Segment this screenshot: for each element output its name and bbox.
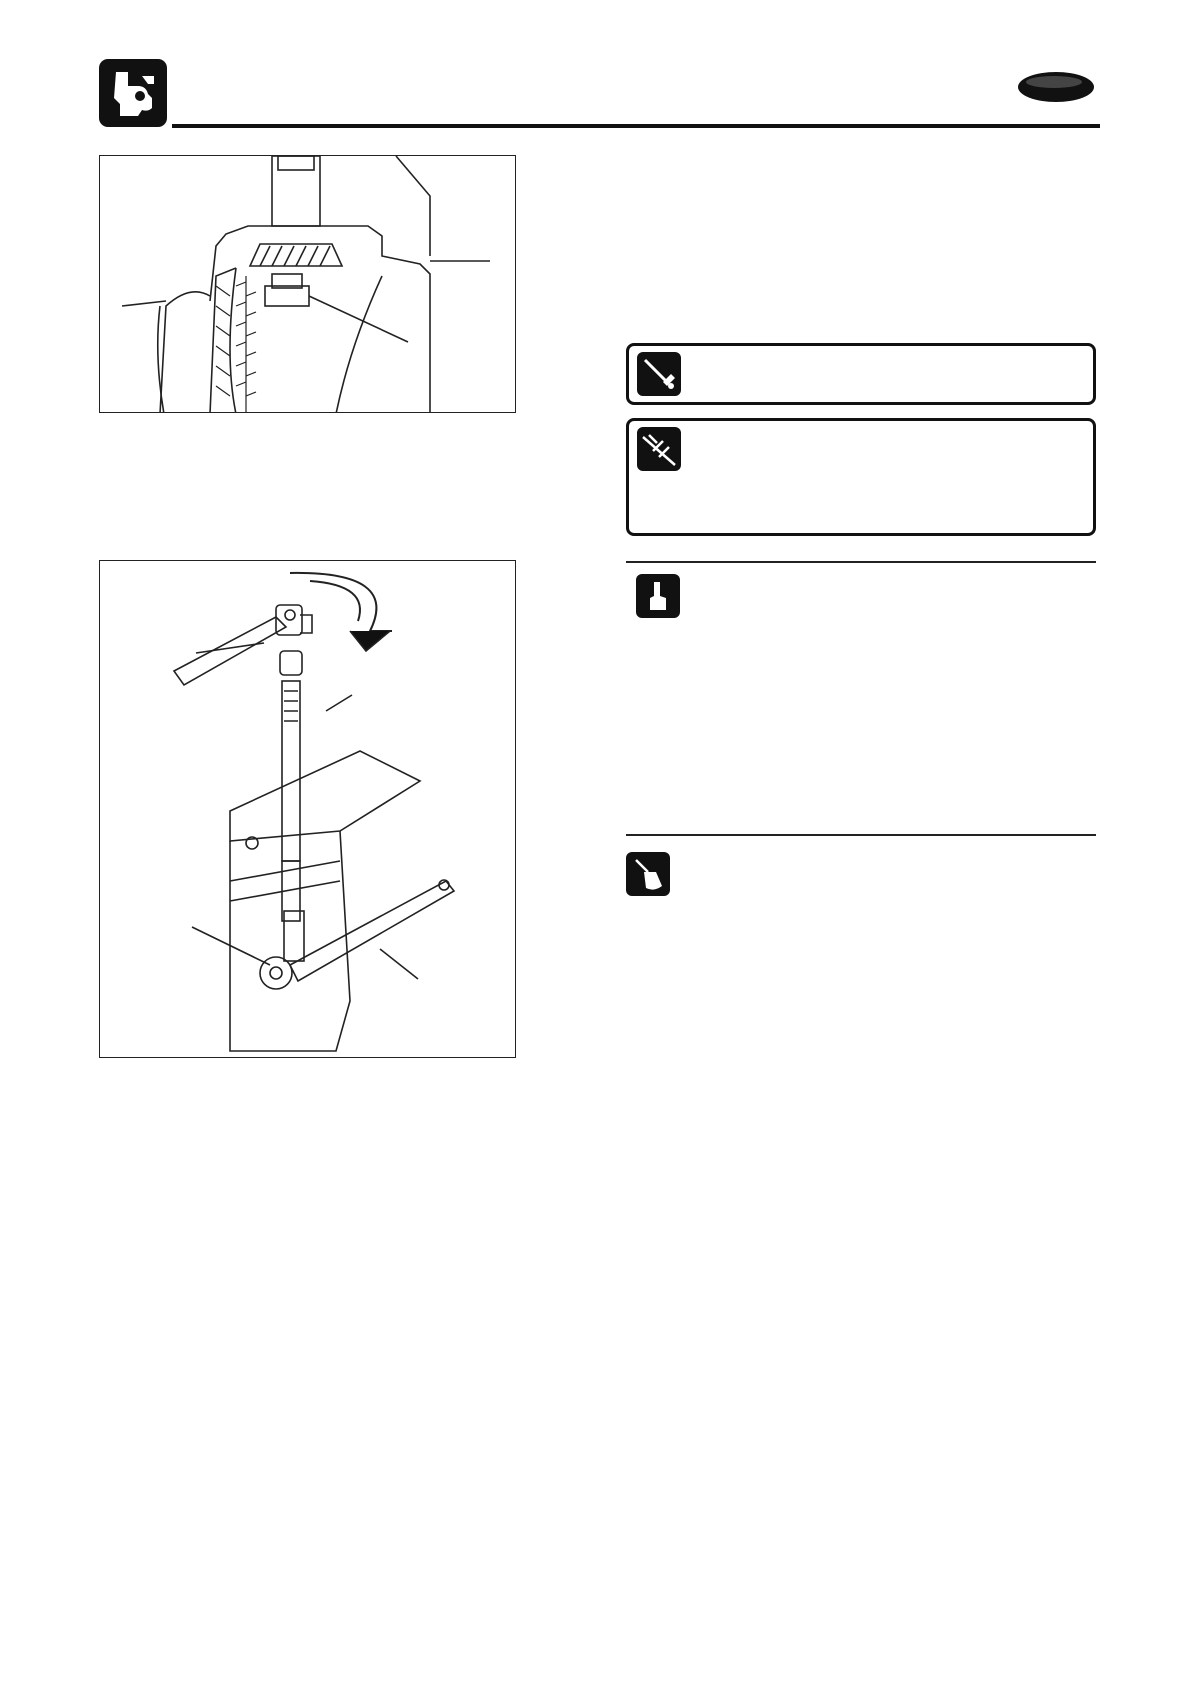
specification-box-torque (626, 343, 1096, 405)
header-rule (172, 124, 1100, 128)
drive-shaft-torque-illustration (99, 560, 516, 1058)
section-divider (626, 561, 1096, 563)
oval-badge-icon (1016, 70, 1096, 104)
gear-assembly-illustration (99, 155, 516, 413)
torque-wrench-icon (637, 352, 681, 396)
measurement-icon (637, 427, 681, 471)
gear-icon (100, 156, 516, 413)
hand-wrench-icon (98, 58, 168, 128)
torque-wrench-icon (100, 561, 516, 1058)
section-divider (626, 834, 1096, 836)
section-icon (98, 58, 168, 128)
specification-box-measurement (626, 418, 1096, 536)
pointing-hand-icon (636, 574, 680, 618)
oil-can-icon (626, 852, 670, 896)
